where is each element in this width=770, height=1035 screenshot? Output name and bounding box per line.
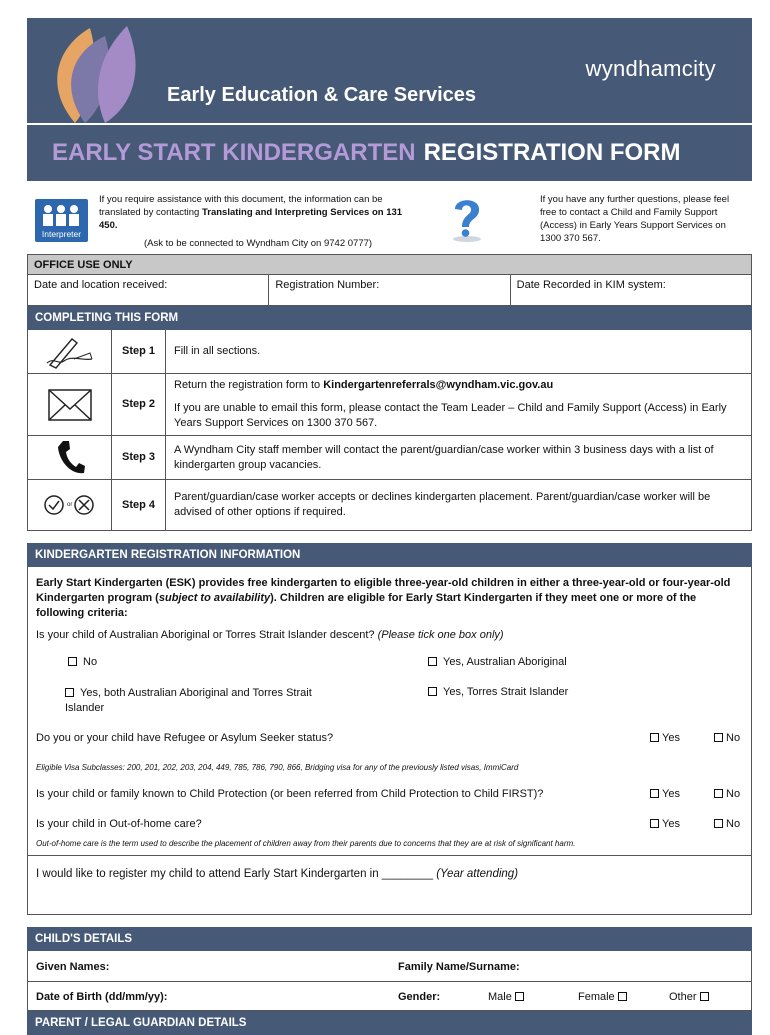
question-aboriginal bbox=[36, 629, 504, 641]
option-label: Yes, both Australian Aboriginal and Torres Strait Islander bbox=[65, 687, 312, 714]
divider bbox=[28, 855, 751, 856]
brand-logo-text: wyndhamcity bbox=[585, 56, 716, 81]
child-details-body bbox=[27, 951, 752, 1011]
checkbox[interactable] bbox=[714, 789, 723, 798]
step-label: Step 4 bbox=[112, 480, 166, 530]
step-label: Step 1 bbox=[112, 330, 166, 373]
option-label: Yes, Torres Strait Islander bbox=[443, 686, 569, 698]
interpreter-label: Interpreter bbox=[41, 229, 82, 239]
option-label: No bbox=[726, 732, 741, 744]
question-out-of-home-care: Is your child in Out-of-home care? bbox=[36, 818, 202, 830]
option-label: Yes bbox=[662, 818, 680, 830]
checkbox[interactable] bbox=[700, 992, 709, 1001]
option-label: No bbox=[726, 818, 741, 830]
question-mark-icon bbox=[447, 195, 487, 243]
steps-table bbox=[27, 330, 752, 531]
visa-note: Eligible Visa Subclasses: 200, 201, 202, 203, 204, 449, 785, 786, 790, 866, Bridging visa for any of the previously listed visas, ImmiCard bbox=[36, 763, 519, 772]
refugee-no[interactable] bbox=[714, 732, 740, 744]
step-1-icon-cell bbox=[28, 330, 112, 373]
step-row bbox=[28, 435, 751, 479]
kinder-heading: KINDERGARTEN REGISTRATION INFORMATION bbox=[27, 543, 752, 567]
completing-section bbox=[27, 306, 752, 531]
office-field-kim-date[interactable]: Date Recorded in KIM system: bbox=[510, 275, 751, 305]
refugee-yes[interactable] bbox=[650, 732, 680, 744]
checkbox[interactable] bbox=[714, 819, 723, 828]
kinder-intro-em: subject to availability bbox=[158, 592, 271, 604]
office-use-section bbox=[27, 254, 752, 306]
given-names-field[interactable]: Given Names: bbox=[36, 961, 110, 973]
option-label: No bbox=[83, 656, 98, 668]
checkbox[interactable] bbox=[428, 687, 437, 696]
question-aboriginal-text: Is your child of Australian Aboriginal or Torres Strait Islander descent? bbox=[36, 629, 375, 641]
family-name-field[interactable]: Family Name/Surname: bbox=[398, 961, 520, 973]
referral-email-link[interactable]: Kindergartenreferrals@wyndham.vic.gov.au bbox=[323, 379, 554, 391]
intro-ask-text: (Ask to be connected to Wyndham City on 9742 0777) bbox=[144, 238, 373, 249]
date-of-birth-field[interactable]: Date of Birth (dd/mm/yy): bbox=[36, 991, 168, 1003]
question-child-protection: Is your child or family known to Child Protection (or been referred from Child Protection to Child FIRST)? bbox=[36, 788, 544, 800]
form-page bbox=[27, 18, 752, 1035]
intro-left-plain: If you require assistance with this document, the information can be translated by contacting bbox=[99, 194, 383, 218]
checkbox[interactable] bbox=[650, 789, 659, 798]
checkbox[interactable] bbox=[714, 733, 723, 742]
parent-details-heading: PARENT / LEGAL GUARDIAN DETAILS bbox=[27, 1011, 752, 1035]
out-of-home-note: Out-of-home care is the term used to describe the placement of children away from their parents due to concerns that they are at risk of significant harm. bbox=[36, 839, 576, 848]
step-2-icon-cell bbox=[28, 374, 112, 435]
step-text-secondary: If you are unable to email this form, please contact the Team Leader – Child and Family Support (Access) in Early Years Support Services on 1300 370 567. bbox=[174, 402, 727, 429]
gender-female[interactable] bbox=[578, 991, 633, 1003]
svg-text:or: or bbox=[66, 502, 72, 508]
step-row bbox=[28, 479, 751, 530]
phone-icon bbox=[55, 439, 85, 477]
title-main: REGISTRATION FORM bbox=[423, 139, 681, 166]
leaf-logo-icon bbox=[45, 18, 165, 123]
question-aboriginal-hint: (Please tick one box only) bbox=[377, 629, 504, 641]
checkbox[interactable] bbox=[428, 657, 437, 666]
gender-male[interactable] bbox=[488, 991, 530, 1003]
step-row bbox=[28, 330, 751, 373]
option-label: No bbox=[726, 788, 741, 800]
office-field-registration-number[interactable]: Registration Number: bbox=[268, 275, 509, 305]
out-of-home-yes[interactable] bbox=[650, 818, 680, 830]
kinder-body bbox=[27, 567, 752, 915]
intro-left-bold: Translating and Interpreting Services on 131 450. bbox=[99, 207, 403, 231]
checkbox[interactable] bbox=[650, 819, 659, 828]
option-both[interactable] bbox=[65, 686, 335, 716]
step-row bbox=[28, 373, 751, 435]
step-text: A Wyndham City staff member will contact the parent/guardian/case worker within 3 business days with a list of kindergarten group vacancies. bbox=[174, 443, 714, 471]
office-field-date-location[interactable]: Date and location received: bbox=[34, 279, 168, 291]
step-text-cell bbox=[166, 374, 751, 435]
option-label: Other bbox=[669, 991, 697, 1003]
checkbox[interactable] bbox=[68, 657, 77, 666]
kinder-intro-a: Early Start Kindergarten (ESK) provides free kindergarten to eligible three-year-old children in either a three-year-old or four-year-old Kindergarten program ( bbox=[36, 577, 731, 604]
intro-section bbox=[27, 181, 752, 254]
step-text-cell bbox=[166, 480, 751, 530]
step-4-icon-cell bbox=[28, 480, 112, 530]
kinder-intro bbox=[36, 576, 741, 621]
interpreter-icon bbox=[35, 199, 88, 242]
child-details-heading: CHILD'S DETAILS bbox=[27, 927, 752, 951]
option-no[interactable] bbox=[68, 656, 97, 668]
child-details-section bbox=[27, 927, 752, 1011]
register-hint: (Year attending) bbox=[436, 868, 519, 880]
title-accent: EARLY START KINDERGARTEN bbox=[52, 139, 416, 166]
divider bbox=[28, 981, 751, 982]
step-text: Return the registration form to bbox=[174, 379, 324, 391]
gender-other[interactable] bbox=[669, 991, 715, 1003]
completing-heading: COMPLETING THIS FORM bbox=[27, 306, 752, 330]
step-3-icon-cell bbox=[28, 436, 112, 479]
people-icon bbox=[35, 201, 88, 231]
option-label: Male bbox=[488, 991, 512, 1003]
intro-left-text bbox=[99, 193, 414, 232]
option-label: Yes bbox=[662, 732, 680, 744]
page-title bbox=[27, 123, 752, 181]
checkbox[interactable] bbox=[618, 992, 627, 1001]
option-label: Female bbox=[578, 991, 615, 1003]
step-text: Parent/guardian/case worker accepts or declines kindergarten placement. Parent/guardian/case worker will be advised of other options if required. bbox=[174, 491, 711, 518]
checkbox[interactable] bbox=[65, 688, 74, 697]
step-text-line bbox=[174, 378, 743, 393]
intro-right-text: If you have any further questions, please feel free to contact a Child and Family Support (Access) in Early Years Support Services on 1300 370 567. bbox=[540, 194, 730, 244]
kinder-section bbox=[27, 543, 752, 915]
checkbox[interactable] bbox=[515, 992, 524, 1001]
banner-subtitle: Early Education & Care Services bbox=[167, 84, 477, 106]
envelope-icon bbox=[46, 387, 94, 423]
out-of-home-no[interactable] bbox=[714, 818, 740, 830]
step-text: Fill in all sections. bbox=[174, 345, 261, 357]
option-aboriginal[interactable] bbox=[428, 656, 567, 668]
option-label: Yes bbox=[662, 788, 680, 800]
step-text-cell bbox=[166, 436, 751, 479]
kinder-intro-b: ). Children are eligible for Early Start Kindergarten if they meet one or more of the following criteria: bbox=[36, 592, 697, 619]
header-banner bbox=[27, 18, 752, 123]
gender-label: Gender: bbox=[398, 991, 441, 1003]
step-text-cell bbox=[166, 330, 751, 373]
accept-decline-icon bbox=[42, 493, 98, 517]
step-label: Step 3 bbox=[112, 436, 166, 479]
office-use-heading: OFFICE USE ONLY bbox=[28, 255, 751, 275]
option-torres-strait[interactable] bbox=[428, 686, 568, 698]
child-protection-no[interactable] bbox=[714, 788, 740, 800]
register-year-line[interactable] bbox=[36, 868, 518, 880]
option-label: Yes, Australian Aboriginal bbox=[443, 656, 567, 668]
step-label: Step 2 bbox=[112, 374, 166, 435]
child-protection-yes[interactable] bbox=[650, 788, 680, 800]
register-text: I would like to register my child to attend Early Start Kindergarten in ________ bbox=[36, 868, 433, 880]
checkbox[interactable] bbox=[650, 733, 659, 742]
pen-icon bbox=[44, 335, 96, 369]
question-refugee: Do you or your child have Refugee or Asylum Seeker status? bbox=[36, 732, 334, 744]
office-use-row bbox=[28, 275, 751, 305]
